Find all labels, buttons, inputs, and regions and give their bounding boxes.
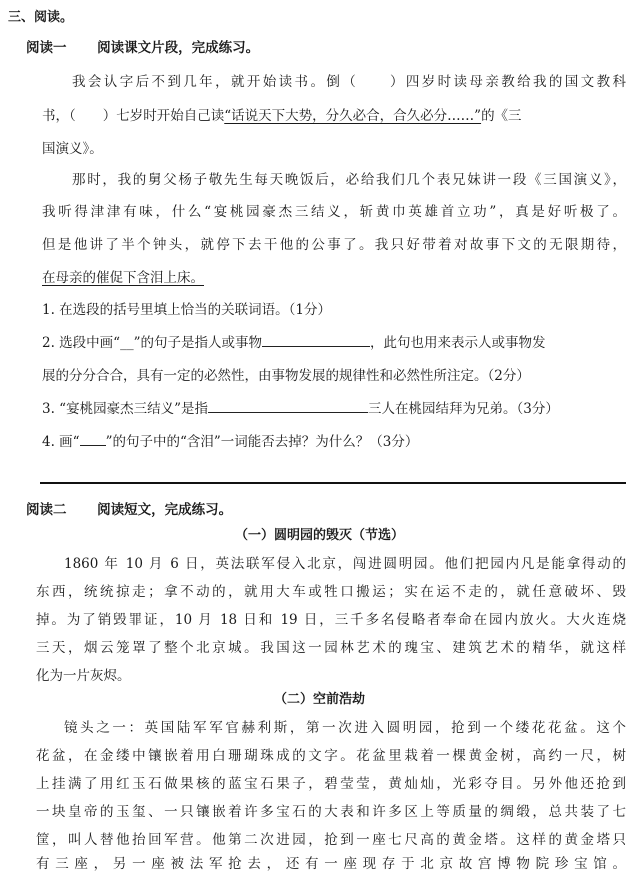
- passage1-line1: 1860 年 10 月 6 日，英法联军侵入北京，闯进圆明园。他们把园内凡是能拿得动的: [64, 556, 626, 572]
- passage2-line2: 花盆，在金缕中镶嵌着用白珊瑚珠成的文字。花盆里栽着一棵黄金树，高约一尺，树: [36, 748, 626, 764]
- reading2-label: 阅读二: [26, 502, 67, 518]
- question-2-continued: 展的分分合合，具有一定的必然性，由事物发展的规律性和必然性所注定。（2分）: [42, 368, 530, 384]
- question-2: [42, 331, 626, 351]
- reading2-header: [26, 498, 232, 518]
- passage2-line4: 一块皇帝的玉玺、一只镶嵌着许多宝石的大表和许多区上等质量的绸缎，总共装了七: [36, 804, 626, 820]
- passage2-line5: 筐，叫人替他抬回军营。他第二次进园，抢到一座七尺高的黄金塔。这样的黄金塔只: [36, 832, 626, 848]
- answer-blank-q2[interactable]: [262, 332, 370, 347]
- question-3-part1: 3. “宴桃园豪杰三结义”是指: [42, 401, 208, 417]
- reading1-para2-line2: 我听得津津有味，什么“宴桃园豪杰三结义，斩黄巾英雄首立功”，真是好听极了。: [42, 204, 626, 220]
- question-4-part1: 4. 画“: [42, 434, 80, 450]
- passage2-line1: 镜头之一：英国陆军军官赫利斯，第一次进入圆明园，抢到一个缕花花盆。这个: [64, 720, 626, 736]
- reading1-para1-line2: [42, 104, 626, 124]
- section-divider: [40, 482, 626, 484]
- section-title: 三、阅读。: [8, 10, 74, 25]
- reading1-para2-line1: 那时，我的舅父杨子敬先生每天晚饭后，必给我们几个表兄妹讲一段《三国演义》，: [72, 172, 626, 188]
- passage1-line4: 三天，烟云笼罩了整个北京城。我国这一园林艺术的瑰宝、建筑艺术的精华，就这样: [36, 640, 626, 656]
- passage2-line6: 有三座，另一座被法军抢去，还有一座现存于北京故宫博物院珍宝馆。: [36, 856, 626, 872]
- question-2-part1: 2. 选段中画“__”的句子是指人或事物: [42, 335, 262, 351]
- passage1-title: （一）圆明园的毁灭（节选）: [234, 528, 404, 543]
- para1-line2-start: 书，（ ）七岁时开始自己读: [42, 108, 225, 124]
- reading1-para2-line3: 但是他讲了半个钟头，就停下去干他的公事了。我只好带着对故事下文的无限期待，: [42, 237, 626, 253]
- underlined-quote: “话说天下大势，分久必合，合久必分……”: [224, 108, 482, 124]
- question-3: [42, 397, 559, 417]
- reading1-instruction: 阅读课文片段，完成练习。: [97, 40, 260, 56]
- reading1-label: 阅读一: [26, 40, 67, 56]
- para1-line2-end: 的《三: [481, 108, 522, 124]
- passage1-line3: 掉。为了销毁罪证，10 月 18 日和 19 日，三千多名侵略者奉命在园内放火。大火连烧: [36, 612, 626, 628]
- answer-blank-q3[interactable]: [208, 398, 368, 413]
- reading1-header: [26, 36, 259, 56]
- question-1: 1. 在选段的括号里填上恰当的关联词语。（1分）: [42, 302, 332, 318]
- reading1-para1-line1: 我会认字后不到几年，就开始读书。倒（ ）四岁时读母亲教给我的国文教科: [72, 74, 626, 90]
- question-4-part2: ”的句子中的“含泪”一词能否去掉？为什么？（3分）: [105, 434, 419, 450]
- question-3-part2: 三人在桃园结拜为兄弟。（3分）: [367, 401, 559, 417]
- reading2-instruction: 阅读短文，完成练习。: [97, 502, 233, 518]
- question-2-part2: ，此句也用来表示人或事物发: [369, 335, 546, 351]
- passage2-line3: 上挂满了用红玉石做果核的蓝宝石果子，碧莹莹，黄灿灿，光彩夺目。另外他还抢到: [36, 776, 626, 792]
- reading1-para2-line4: 在母亲的催促下含泪上床。: [42, 270, 204, 286]
- underline-mark-q4: [80, 431, 106, 446]
- passage1-line2: 东西，统统掠走；拿不动的，就用大车或牲口搬运；实在运不走的，就任意破坏、毁: [36, 584, 626, 600]
- question-4: [42, 430, 418, 450]
- reading1-para1-line3: 国演义》。: [42, 141, 103, 157]
- passage1-line5: 化为一片灰烬。: [36, 668, 131, 684]
- passage2-title: （二）空前浩劫: [273, 692, 365, 707]
